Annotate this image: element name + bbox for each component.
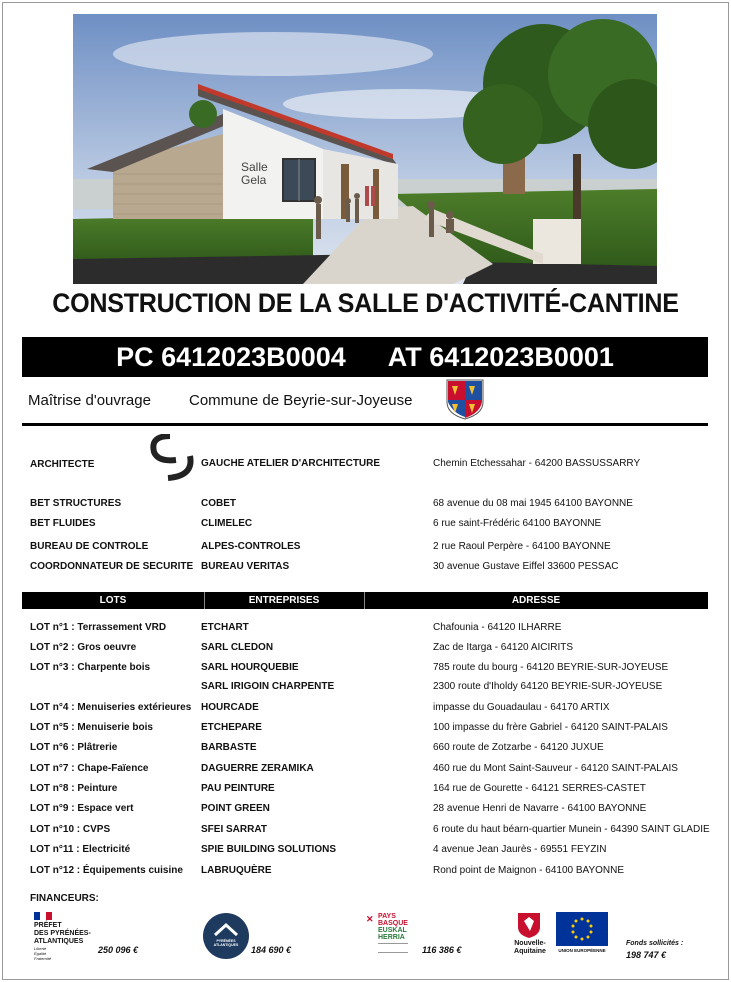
prefet-line3: ATLANTIQUES <box>34 938 84 945</box>
team-address: Chemin Etchessahar - 64200 BASSUSSARRY <box>433 458 641 469</box>
pyrenees-name: PYRÉNÉES ATLANTIQUES <box>213 939 239 947</box>
pays-basque-line3: EUSKAL <box>378 927 407 934</box>
lot-company: LABRUQUÈRE <box>201 865 272 876</box>
team-role: BET STRUCTURES <box>30 498 122 509</box>
lot-company: SPIE BUILDING SOLUTIONS <box>201 844 337 855</box>
team-role: ARCHITECTE <box>30 459 95 470</box>
funders-title: FINANCEURS: <box>30 893 99 904</box>
lot-name: LOT n°10 : CVPS <box>30 824 111 835</box>
team-company: GAUCHE ATELIER D'ARCHITECTURE <box>201 458 381 469</box>
lot-name: LOT n°6 : Plâtrerie <box>30 742 118 753</box>
lot-address: 100 impasse du frère Gabriel - 64120 SAINT-PALAIS <box>433 722 668 733</box>
team-company: CLIMELEC <box>201 518 253 529</box>
page-title: CONSTRUCTION DE LA SALLE D'ACTIVITÉ-CANTINE <box>52 288 679 318</box>
lot-company: HOURCADE <box>201 702 259 713</box>
prefet-motto-3: Fraternité <box>34 956 52 961</box>
region-line2: Aquitaine <box>514 948 546 955</box>
lot-company: ETCHEPARE <box>201 722 262 733</box>
pyrenees-atlantiques-logo <box>203 913 249 959</box>
requested-label: Fonds sollicités : <box>626 940 684 947</box>
pyrenees-amount: 184 690 € <box>251 945 292 955</box>
paysbasque-amount: 116 386 € <box>422 945 462 955</box>
french-flag-icon <box>34 912 52 920</box>
header-adresse: ADRESSE <box>511 595 561 606</box>
team-role: BET FLUIDES <box>30 518 96 529</box>
prefet-motto-1: Liberté <box>34 946 47 951</box>
lot-name: LOT n°9 : Espace vert <box>30 803 134 814</box>
lot-name: LOT n°12 : Équipements cuisine <box>30 865 183 876</box>
team-company: COBET <box>201 498 236 509</box>
lot-name: LOT n°4 : Menuiseries extérieures <box>30 702 192 713</box>
permit-pc: PC 6412023B0004 <box>116 341 346 372</box>
pays-basque-line1: PAYS <box>378 913 396 920</box>
team-address: 30 avenue Gustave Eiffel 33600 PESSAC <box>433 561 619 572</box>
header-entreprises: ENTREPRISES <box>248 595 320 606</box>
lot-address: 660 route de Zotzarbe - 64120 JUXUE <box>433 742 604 753</box>
requested-amount: 198 747 € <box>626 950 667 960</box>
pays-basque-line4: HERRIA <box>378 934 405 941</box>
team-role: COORDONNATEUR DE SECURITE <box>30 561 194 572</box>
divider <box>22 423 708 426</box>
lot-name: LOT n°1 : Terrassement VRD <box>30 622 167 633</box>
lot-company: SARL HOURQUEBIE <box>201 662 299 673</box>
lot-company: DAGUERRE ZERAMIKA <box>201 763 314 774</box>
lot-company: SFEI SARRAT <box>201 824 267 835</box>
lot-address: Chafounia - 64120 ILHARRE <box>433 622 562 633</box>
architect-logo-icon <box>148 434 198 482</box>
team-address: 68 avenue du 08 mai 1945 64100 BAYONNE <box>433 498 633 509</box>
team-company: BUREAU VERITAS <box>201 561 290 572</box>
lot-company: SARL IRIGOIN CHARPENTE <box>201 681 335 692</box>
nouvelle-aquitaine-logo <box>510 911 550 959</box>
team-role: BUREAU DE CONTROLE <box>30 541 149 552</box>
pays-basque-line2: BASQUE <box>378 920 408 927</box>
team-company: ALPES-CONTROLES <box>201 541 301 552</box>
lot-company: ETCHART <box>201 622 249 633</box>
lots-table-header <box>22 592 708 609</box>
pays-basque-logo <box>366 913 418 959</box>
eu-flag-icon <box>556 912 608 946</box>
building-sign-line2: Gela <box>241 173 267 187</box>
team-address: 2 rue Raoul Perpère - 64100 BAYONNE <box>433 541 611 552</box>
commune-crest-icon <box>445 378 485 420</box>
eu-logo <box>556 912 608 958</box>
lot-company: PAU PEINTURE <box>201 783 275 794</box>
prefet-motto-2: Égalité <box>34 951 47 956</box>
prefet-logo <box>34 912 96 962</box>
pays-basque-fineprint <box>378 943 408 953</box>
prefet-line2: DES PYRÉNÉES- <box>34 930 91 937</box>
owner-value: Commune de Beyrie-sur-Joyeuse <box>189 392 413 409</box>
permit-at: AT 6412023B0001 <box>387 341 614 372</box>
owner-label: Maîtrise d'ouvrage <box>28 392 151 409</box>
lot-company: POINT GREEN <box>201 803 270 814</box>
lot-address: Rond point de Maignon - 64100 BAYONNE <box>433 865 625 876</box>
prefet-line1: PRÉFET <box>34 922 62 929</box>
region-lion-icon <box>510 911 550 939</box>
lot-name: LOT n°7 : Chape-Faïence <box>30 763 149 774</box>
lot-name: LOT n°3 : Charpente bois <box>30 662 151 673</box>
region-line1: Nouvelle- <box>514 940 546 947</box>
prefet-amount: 250 096 € <box>98 945 139 955</box>
lot-name: LOT n°11 : Electricité <box>30 844 131 855</box>
lot-address: 785 route du bourg - 64120 BEYRIE-SUR-JOYEUSE <box>433 662 669 673</box>
team-address: 6 rue saint-Frédéric 64100 BAYONNE <box>433 518 602 529</box>
lot-address: 164 rue de Gourette - 64121 SERRES-CASTET <box>433 783 646 794</box>
lot-company: SARL CLEDON <box>201 642 274 653</box>
lot-address: impasse du Gouadaulau - 64170 ARTIX <box>433 702 610 713</box>
lot-address: 2300 route d'Iholdy 64120 BEYRIE-SUR-JOYEUSE <box>433 681 663 692</box>
permit-bar <box>22 337 708 377</box>
header-lots: LOTS <box>99 595 127 606</box>
lot-company: BARBASTE <box>201 742 257 753</box>
lot-address: 6 route du haut béarn-quartier Munein - 64390 SAINT GLADIE <box>433 824 710 835</box>
lot-address: 28 avenue Henri de Navarre - 64100 BAYONNE <box>433 803 647 814</box>
pays-basque-mark-icon: ✕ <box>366 914 374 924</box>
building-render <box>73 14 657 284</box>
lot-name: LOT n°5 : Menuiserie bois <box>30 722 153 733</box>
lot-name: LOT n°2 : Gros oeuvre <box>30 642 137 653</box>
lot-address: 460 rue du Mont Saint-Sauveur - 64120 SAINT-PALAIS <box>433 763 678 774</box>
eu-name: UNION EUROPÉENNE <box>558 948 606 953</box>
lot-address: Zac de Itarga - 64120 AICIRITS <box>433 642 574 653</box>
building-sign-line1: Salle <box>241 160 268 174</box>
lot-name: LOT n°8 : Peinture <box>30 783 118 794</box>
lot-address: 4 avenue Jean Jaurès - 69551 FEYZIN <box>433 844 607 855</box>
